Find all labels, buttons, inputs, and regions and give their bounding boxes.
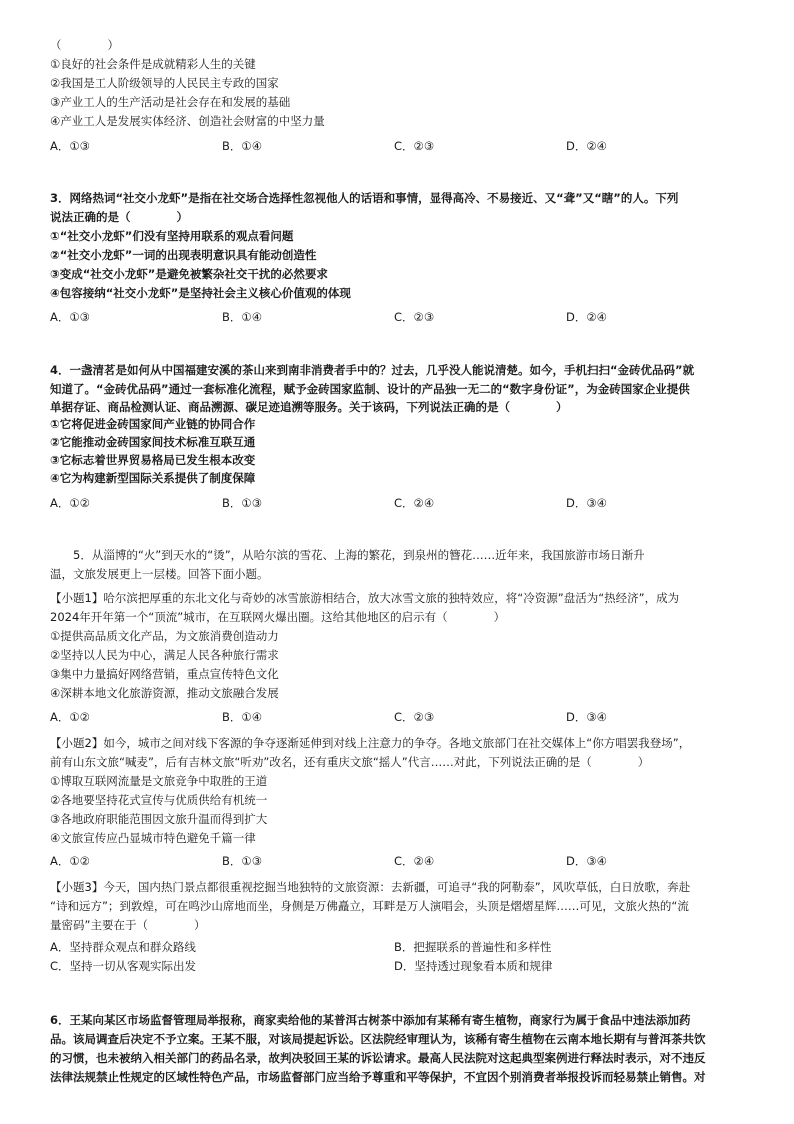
- q2-item-2: ②我国是工人阶级领导的人民民主专政的国家: [50, 76, 279, 90]
- q5-sub2-option-d: D．③④: [566, 854, 607, 868]
- q3-item-3: ③变成“社交小龙虾”是避免被繁杂社交干扰的必然要求: [50, 267, 328, 281]
- q5-sub2-option-b: B．①③: [222, 854, 263, 868]
- q5-sub2-item-3: ③各地政府职能范围因文旅升温而得到扩大: [50, 812, 268, 826]
- q6-stem-line-1: 6．王某向某区市场监督管理局举报称，商家卖给他的某普洱古树茶中添加有某稀有寄生植物，商家行为属于食品中违法添加药: [50, 1013, 691, 1027]
- q4-item-2: ②它能推动金砖国家间技术标准互联互通: [50, 435, 256, 449]
- q4-option-b: B．①③: [222, 496, 263, 510]
- q5-sub3-stem-line-2: “诗和远方”；到敦煌，可在鸣沙山席地而坐，身侧是万佛矗立，耳畔是万人演唱会，头顶是熠熠星辉……可见，文旅火热的“流: [50, 899, 689, 913]
- q3-item-4: ④包容接纳“社交小龙虾”是坚持社会主义核心价值观的体现: [50, 286, 351, 300]
- q5-sub2-item-1: ①博取互联网流量是文旅竞争中取胜的王道: [50, 774, 268, 788]
- q4-option-a: A．①②: [50, 496, 90, 510]
- q5-stem-line-2: 温，文旅发展更上一层楼。回答下面小题。: [50, 567, 269, 581]
- q5-sub2-item-2: ②各地要坚持花式宣传与优质供给有机统一: [50, 793, 268, 807]
- q5-stem-line-1: 5．从淄博的“火”到天水的“烫”，从哈尔滨的雪花、上海的繁花，到泉州的簪花……近年来，我国旅游市场日渐升: [50, 548, 645, 562]
- q5-sub2-item-4: ④文旅宣传应凸显城市特色避免千篇一律: [50, 831, 256, 845]
- q4-option-c: C．②④: [394, 496, 435, 510]
- q4-stem-line-1: 4．一盏清茗是如何从中国福建安溪的茶山来到南非消费者手中的？过去，几乎没人能说清楚。如今，手机扫扫“金砖优品码”就: [50, 363, 695, 377]
- q5-sub1-item-4: ④深耕本地文化旅游资源，推动文旅融合发展: [50, 686, 279, 700]
- q5-sub3-option-c: C．坚持一切从客观实际出发: [50, 959, 197, 973]
- q2-option-b: B．①④: [222, 139, 263, 153]
- q5-sub1-item-3: ③集中力量搞好网络营销，重点宣传特色文化: [50, 667, 279, 681]
- q4-item-4: ④它为构建新型国际关系提供了制度保障: [50, 471, 256, 485]
- q2-item-3: ③产业工人的生产活动是社会存在和发展的基础: [50, 95, 291, 109]
- q2-stem-tail: （ ）: [50, 38, 119, 52]
- q3-stem-line-2: 说法正确的是（ ）: [50, 210, 188, 224]
- q4-stem-line-3: 单据存证、商品检测认证、商品溯源、碳足迹追溯等服务。关于该码，下列说法正确的是（ ）: [50, 400, 568, 414]
- q5-sub1-option-c: C．②③: [394, 710, 435, 724]
- q5-sub1-stem-line-2: 2024年开年第一个“顶流”城市，在互联网火爆出圈。这给其他地区的启示有（ ）: [50, 610, 506, 624]
- q5-sub1-stem-line-1: 【小题1】哈尔滨把厚重的东北文化与奇妙的冰雪旅游相结合，放大冰雪文旅的独特效应，将“冷资源”盘活为“热经济”，成为: [50, 591, 680, 605]
- q3-option-c: C．②③: [394, 310, 435, 324]
- q3-stem-line-1: 3．网络热词“社交小龙虾”是指在社交场合选择性忽视他人的话语和事情，显得高冷、不易接近、又“聋”又“瞎”的人。下列: [50, 191, 679, 205]
- q2-option-c: C．②③: [394, 139, 435, 153]
- q5-sub2-option-a: A．①②: [50, 854, 90, 868]
- q5-sub2-stem-line-2: 前有山东文旅“喊麦”，后有吉林文旅“听劝”改名，还有重庆文旅“摇人”代言……对此，下列说法正确的是（ ）: [50, 755, 650, 769]
- q3-item-2: ②“社交小龙虾”一词的出现表明意识具有能动创造性: [50, 248, 317, 262]
- q5-sub3-option-b: B．把握联系的普遍性和多样性: [394, 940, 552, 954]
- q5-sub1-item-1: ①提供高品质文化产品，为文旅消费创造动力: [50, 629, 279, 643]
- q2-option-a: A．①③: [50, 139, 90, 153]
- q3-option-b: B．①④: [222, 310, 263, 324]
- q4-item-3: ③它标志着世界贸易格局已发生根本改变: [50, 453, 256, 467]
- q4-stem-line-2: 知道了。“金砖优品码”通过一套标准化流程，赋予金砖国家监制、设计的产品独一无二的“数字身份证”，为金砖国家企业提供: [50, 382, 690, 396]
- q5-sub3-stem-line-1: 【小题3】今天，国内热门景点都很重视挖掘当地独特的文旅资源：去新疆，可追寻“我的阿勒泰”，风吹草低，白日放歌，奔赴: [50, 880, 691, 894]
- q5-sub1-option-b: B．①④: [222, 710, 263, 724]
- q6-stem-line-3: 的习惯，也未被纳入相关部门的药品名录，故判决驳回王某的诉讼请求。最高人民法院对这起典型案例进行释法时表示，对不违反: [50, 1051, 706, 1065]
- q5-sub3-option-d: D．坚持透过现象看本质和规律: [394, 959, 553, 973]
- q5-sub3-option-a: A．坚持群众观点和群众路线: [50, 940, 196, 954]
- q6-stem-line-2: 品。该局调查后决定不予立案。王某不服，对该局提起诉讼。区法院经审理认为，该稀有寄生植物在云南本地长期有与普洱茶共饮: [50, 1032, 706, 1046]
- q5-sub2-stem-line-1: 【小题2】如今，城市之间对线下客源的争夺逐渐延伸到对线上注意力的争夺。各地文旅部门在社交媒体上“你方唱罢我登场”，: [50, 736, 691, 750]
- q5-sub1-option-a: A．①②: [50, 710, 90, 724]
- q5-sub3-stem-line-3: 量密码”主要在于（ ）: [50, 918, 206, 932]
- q5-sub2-option-c: C．②④: [394, 854, 435, 868]
- q5-sub1-option-d: D．③④: [566, 710, 607, 724]
- q2-item-4: ④产业工人是发展实体经济、创造社会财富的中坚力量: [50, 114, 325, 128]
- q2-option-d: D．②④: [566, 139, 607, 153]
- q3-option-d: D．②④: [566, 310, 607, 324]
- q5-sub1-item-2: ②坚持以人民为中心，满足人民各种旅行需求: [50, 648, 279, 662]
- q4-option-d: D．③④: [566, 496, 607, 510]
- q3-item-1: ①“社交小龙虾”们没有坚持用联系的观点看问题: [50, 229, 294, 243]
- q2-item-1: ①良好的社会条件是成就精彩人生的关键: [50, 57, 256, 71]
- q3-option-a: A．①③: [50, 310, 90, 324]
- q6-stem-line-4: 法律法规禁止性规定的区域性特色产品，市场监督部门应当给予尊重和平等保护，不宜因个别消费者举报投诉而轻易禁止销售。对: [50, 1070, 706, 1084]
- q4-item-1: ①它将促进金砖国家间产业链的协同合作: [50, 417, 256, 431]
